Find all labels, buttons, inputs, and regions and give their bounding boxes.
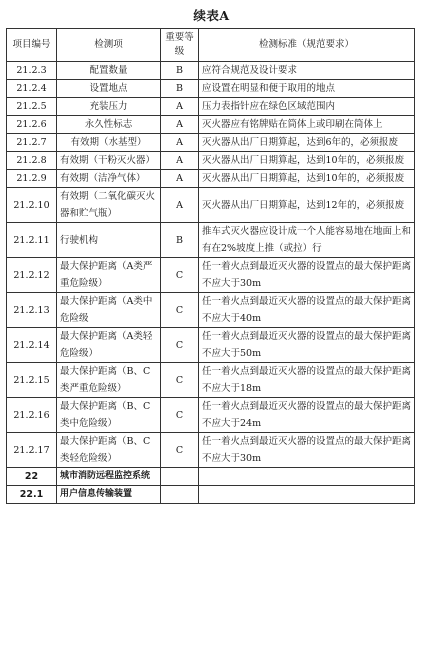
section-level <box>161 468 199 486</box>
row-standard: 灭火器从出厂日期算起，达到10年的，必须报废 <box>199 170 415 188</box>
row-level: A <box>161 188 199 223</box>
row-item: 最大保护距离（A类严重危险级） <box>57 258 161 293</box>
row-item: 永久性标志 <box>57 116 161 134</box>
row-standard: 压力表指针应在绿色区域范围内 <box>199 98 415 116</box>
header-project-no: 项目编号 <box>7 29 57 62</box>
row-item: 设置地点 <box>57 80 161 98</box>
header-inspection-standard: 检测标准（规范要求） <box>199 29 415 62</box>
table-row <box>7 398 415 433</box>
row-standard: 任一着火点到最近灭火器的设置点的最大保护距离不应大于18m <box>199 363 415 398</box>
row-number: 21.2.13 <box>7 293 57 328</box>
row-level: A <box>161 134 199 152</box>
row-number: 21.2.14 <box>7 328 57 363</box>
row-level: C <box>161 258 199 293</box>
row-number: 21.2.6 <box>7 116 57 134</box>
row-level: A <box>161 98 199 116</box>
row-number: 21.2.9 <box>7 170 57 188</box>
row-item: 最大保护距离（B、C类严重危险级） <box>57 363 161 398</box>
section-standard <box>199 468 415 486</box>
table-row <box>7 433 415 468</box>
row-number: 21.2.8 <box>7 152 57 170</box>
table-caption: 续表A <box>193 8 230 23</box>
row-item: 最大保护距离（B、C类轻危险级） <box>57 433 161 468</box>
row-level: C <box>161 328 199 363</box>
row-level: C <box>161 433 199 468</box>
table-row <box>7 363 415 398</box>
row-standard: 灭火器从出厂日期算起，达到10年的，必须报废 <box>199 152 415 170</box>
row-level: A <box>161 170 199 188</box>
row-number: 21.2.17 <box>7 433 57 468</box>
row-standard: 应设置在明显和便于取用的地点 <box>199 80 415 98</box>
section-title: 城市消防远程监控系统 <box>57 468 161 486</box>
table-row <box>7 188 415 223</box>
row-standard: 任一着火点到最近灭火器的设置点的最大保护距离不应大于24m <box>199 398 415 433</box>
section-number: 22.1 <box>7 486 57 504</box>
row-level: C <box>161 398 199 433</box>
row-level: C <box>161 363 199 398</box>
row-standard: 灭火器从出厂日期算起，达到12年的，必须报废 <box>199 188 415 223</box>
table-row <box>7 152 415 170</box>
row-standard: 任一着火点到最近灭火器的设置点的最大保护距离不应大于30m <box>199 433 415 468</box>
row-item: 充装压力 <box>57 98 161 116</box>
row-number: 21.2.10 <box>7 188 57 223</box>
inspection-table <box>6 28 415 504</box>
table-row <box>7 328 415 363</box>
row-item: 行驶机构 <box>57 223 161 258</box>
row-number: 21.2.16 <box>7 398 57 433</box>
header-importance-level: 重要等级 <box>161 29 199 62</box>
row-number: 21.2.15 <box>7 363 57 398</box>
row-level: B <box>161 223 199 258</box>
table-row <box>7 98 415 116</box>
table-header-row <box>7 29 415 62</box>
row-standard: 灭火器从出厂日期算起，达到6年的，必须报废 <box>199 134 415 152</box>
row-number: 21.2.5 <box>7 98 57 116</box>
row-standard: 灭火器应有铭牌贴在筒体上或印刷在筒体上 <box>199 116 415 134</box>
row-item: 配置数量 <box>57 62 161 80</box>
row-item: 最大保护距离（A类中危险级 <box>57 293 161 328</box>
row-item: 有效期（干粉灭火器） <box>57 152 161 170</box>
table-row <box>7 62 415 80</box>
table-row <box>7 80 415 98</box>
header-inspection-item: 检测项 <box>57 29 161 62</box>
row-number: 21.2.11 <box>7 223 57 258</box>
row-standard: 任一着火点到最近灭火器的设置点的最大保护距离不应大于50m <box>199 328 415 363</box>
row-item: 最大保护距离（A类轻危险级） <box>57 328 161 363</box>
section-row <box>7 486 415 504</box>
row-item: 有效期（洁净气体） <box>57 170 161 188</box>
table-row <box>7 116 415 134</box>
row-level: B <box>161 80 199 98</box>
table-body <box>7 62 415 504</box>
table-row <box>7 223 415 258</box>
section-standard <box>199 486 415 504</box>
row-level: B <box>161 62 199 80</box>
table-row <box>7 134 415 152</box>
section-level <box>161 486 199 504</box>
row-level: C <box>161 293 199 328</box>
row-number: 21.2.4 <box>7 80 57 98</box>
table-row <box>7 258 415 293</box>
row-number: 21.2.3 <box>7 62 57 80</box>
row-number: 21.2.12 <box>7 258 57 293</box>
row-level: A <box>161 152 199 170</box>
row-level: A <box>161 116 199 134</box>
table-row <box>7 170 415 188</box>
section-row <box>7 468 415 486</box>
row-item: 有效期（二氧化碳灭火器和贮气瓶） <box>57 188 161 223</box>
table-row <box>7 293 415 328</box>
section-number: 22 <box>7 468 57 486</box>
row-standard: 推车式灭火器应设计成一个人能容易地在地面上和有在2%坡度上推（或拉）行 <box>199 223 415 258</box>
row-standard: 任一着火点到最近灭火器的设置点的最大保护距离不应大于30m <box>199 258 415 293</box>
row-standard: 任一着火点到最近灭火器的设置点的最大保护距离不应大于40m <box>199 293 415 328</box>
row-standard: 应符合规范及设计要求 <box>199 62 415 80</box>
row-item: 最大保护距离（B、C类中危险级） <box>57 398 161 433</box>
row-item: 有效期（水基型） <box>57 134 161 152</box>
section-title: 用户信息传输装置 <box>57 486 161 504</box>
row-number: 21.2.7 <box>7 134 57 152</box>
